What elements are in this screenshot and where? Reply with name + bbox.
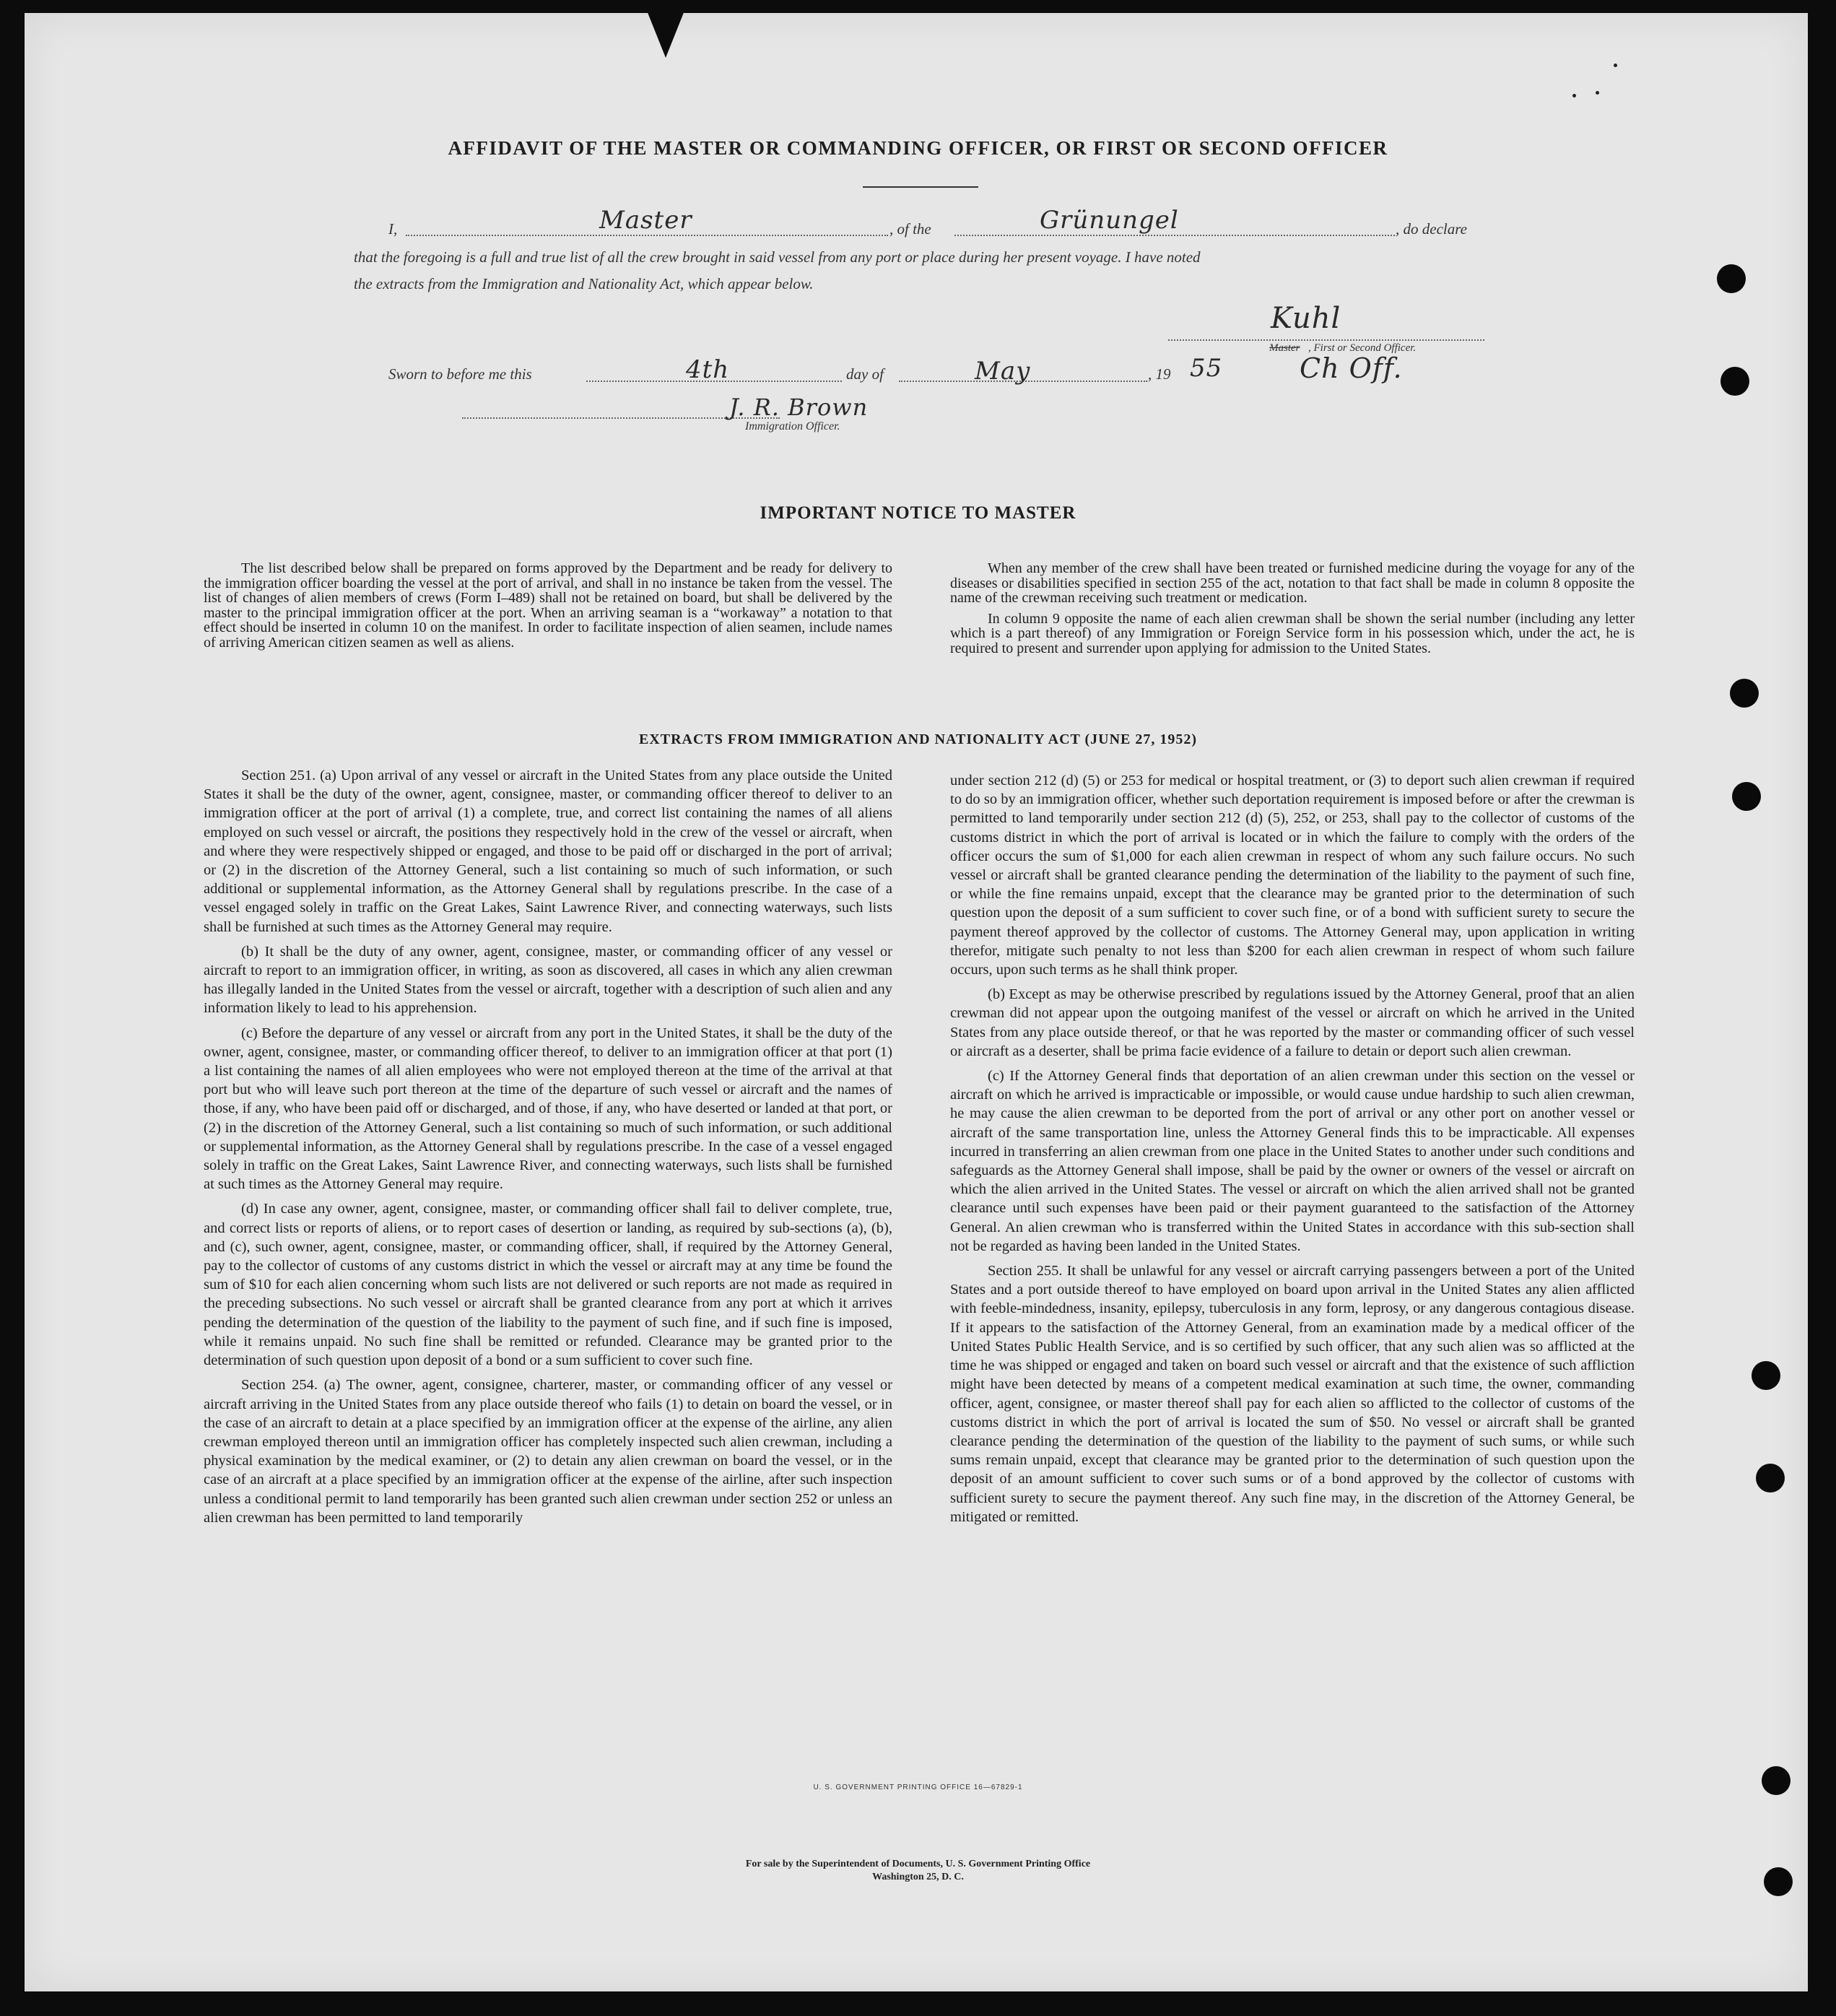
speck (1614, 64, 1617, 67)
printer-mark: U. S. GOVERNMENT PRINTING OFFICE 16—67829-1 (813, 1783, 1023, 1791)
officer-caption-struck: Master (1269, 342, 1300, 354)
punch-hole (1732, 782, 1761, 811)
year-prefix: , 19 (1148, 365, 1171, 383)
name-dotted-line (406, 235, 888, 236)
affidavit-title: AFFIDAVIT OF THE MASTER OR COMMANDING OFFICER, OR FIRST OR SECOND OFFICER (448, 137, 1388, 159)
do-declare-label: , do declare (1396, 220, 1467, 238)
officer-title-handwritten: Ch Off. (1300, 352, 1403, 384)
speck (1596, 91, 1599, 95)
punch-hole (1720, 367, 1749, 396)
vessel-dotted-line (954, 235, 1395, 236)
extract-section-251-a: Section 251. (a) Upon arrival of any vessel or aircraft in the United States from any place outside the United States it shall be the duty of the owner, agent, consignee, master, or commanding officer thereof to deliver to an immigration officer at the port of arrival (1) a complete, true, and correct list containing the names of all aliens employed on such vessel or aircraft, the positions they respectively hold in the crew of the vessel or aircraft, when and where they were respectively shipped or engaged, and those to be paid off or discharged in the port of arrival; or (2) in the discretion of the Attorney General, such a list containing so much of such information, or such additional or supplemental information, as the Attorney General shall by regulations prescribe. In the case of a vessel engaged solely in traffic on the Great Lakes, Saint Lawrence River, and connecting waterways, such lists shall be furnished at such times as the Attorney General may require. (204, 768, 892, 935)
punch-hole (1752, 1361, 1780, 1390)
extract-section-251-b: (b) It shall be the duty of any owner, agent, consignee, master, or commanding officer of any vessel or aircraft to report to an immigration officer, in writing, as soon as discovered, all cases in which any alien crewman has illegally landed in the United States from the vessel or aircraft, together with a description of such alien and any information likely to lead to his apprehension. (204, 943, 892, 1017)
sworn-label: Sworn to before me this (388, 365, 532, 383)
extract-section-254-a-cont: under section 212 (d) (5) or 253 for medical or hospital treatment, or (3) to deport such alien crewman if required to do so by an immigration officer, whether such deportation requirement is imposed before or after the crewman is permitted to land temporarily under section 212 (d) (5), 252, or 253, shall pay to the collector of customs of the customs district in which the port of arrival is located or in which the failure to comply with the orders of the officer occurs the sum of $1,000 for each alien crewman in respect of whom any such failure occurs. No such vessel or aircraft shall be granted clearance pending the determination of the liability to the payment of such fine, or while the fine remains unpaid, except that the clearance may be granted prior to the determination of such question upon the deposit of a sum sufficient to cover such fine, or of a bond with sufficient surety to secure the payment thereof approved by the collector of customs. The Attorney General may, upon application in writing therefor, mitigate such penalty to not less than $200 for each alien crewman in respect of whom such failure occurs, upon such terms as he shall think proper. (950, 773, 1635, 978)
extract-section-254-a: Section 254. (a) The owner, agent, consignee, charterer, master, or commanding officer of any vessel or aircraft arriving in the United States from any place outside thereof who fails (1) to detain on board the vessel, or in the case of an aircraft to detain at a place specified by an immigration officer at the expense of the airline, any alien crewman employed thereon until an immigration officer has completely inspected such alien crewman, including a physical examination by the medical examiner, or (2) to detain any alien crewman on board the vessel, or in the case of an aircraft at a place specified by an immigration officer at the expense of the airline, after such inspection unless a conditional permit to land temporarily has been granted such alien crewman under section 252 or unless an alien crewman has been permitted to land temporarily (204, 1377, 892, 1526)
immigration-officer-signature: J. R. Brown (729, 394, 869, 421)
notice-right-paragraph-1: When any member of the crew shall have been treated or furnished medicine during the voyage for any of the diseases or disabilities specified in section 255 of the act, notation to that fact shall be made in column 8 opposite the name of the crewman receiving such treatment or medication. (950, 560, 1635, 606)
extract-section-251-c: (c) Before the departure of any vessel or aircraft from any port in the United States, it shall be the duty of the owner, agent, consignee, master, or commanding officer thereof, to deliver to an immigration officer at that port (1) a list containing the names of all alien employees who were not employed thereon at the time of the arrival at that port but who will leave such port thereon at the time of the departure of such vessel or aircraft and the names of those, if any, who have been paid off or discharged, and of those, if any, who have deserted or landed at that port, or (2) in the discretion of the Attorney General, such a list containing so much of such information, or such additional or supplemental information, as the Attorney General shall by regulations prescribe. In the case of a vessel engaged solely in traffic on the Great Lakes, Saint Lawrence River, and connecting waterways, such lists shall be furnished at such times as the Attorney General may require. (204, 1025, 892, 1193)
officer-signature-line (1168, 339, 1484, 341)
page-notch (643, 0, 689, 58)
immigration-officer-caption: Immigration Officer. (745, 420, 840, 433)
notice-left-paragraph: The list described below shall be prepared on forms approved by the Department and be ready for delivery to the immigration officer boarding the vessel at the port of arrival, and shall in no instance be taken from the vessel. The list of changes of alien members of crews (Form I–489) shall not be retained on board, but shall be delivered by the master to the principal immigration officer at the port. When an arriving seaman is a “workaway” a notation to that effect should be inserted in column 10 on the manifest. In order to facilitate inspection of alien seamen, include names of arriving American citizen seamen as well as aliens. (204, 560, 892, 651)
vessel-handwritten: Grünungel (1040, 206, 1179, 235)
extracts-right-column (950, 771, 1635, 1532)
punch-hole (1717, 264, 1746, 293)
affidavit-line-2: that the foregoing is a full and true list of all the crew brought in said vessel from any port or place during her present voyage. I have noted (354, 248, 1201, 266)
name-handwritten: Master (599, 206, 692, 235)
punch-hole (1756, 1464, 1785, 1493)
footer-line-1: For sale by the Superintendent of Documents, U. S. Government Printing Office (745, 1859, 1091, 1869)
notice-left-column (204, 561, 892, 656)
day-of-label: day of (846, 365, 884, 383)
i-label: I, (388, 220, 398, 238)
footer-line-2: Washington 25, D. C. (872, 1872, 964, 1882)
footer (0, 1858, 1836, 1884)
speck (1572, 94, 1576, 97)
notice-right-column (950, 561, 1635, 661)
notice-right-paragraph-2: In column 9 opposite the name of each alien crewman shall be shown the serial number (including any letter which is a part thereof) of any Immigration or Foreign Service form in his possession which, under the act, he is required to present and surrender upon applying for admission to the United States. (950, 610, 1635, 656)
affidavit-line-3: the extracts from the Immigration and Nationality Act, which appear below. (354, 275, 814, 292)
officer-signature: Kuhl (1271, 302, 1341, 335)
sworn-day-handwritten: 4th (686, 355, 730, 384)
year-handwritten: 55 (1190, 354, 1223, 383)
notice-title: IMPORTANT NOTICE TO MASTER (760, 503, 1076, 523)
extract-section-255: Section 255. It shall be unlawful for any vessel or aircraft carrying passengers between a port of the United States and a port outside thereof to have employed on board upon arrival in the United States any alien afflicted with feeble-mindedness, insanity, epilepsy, tuberculosis in any form, leprosy, or any dangerous contagious disease. If it appears to the satisfaction of the Attorney General, from an examination made by a medical officer of the United States Public Health Service, and is so certified by such officer, that any such alien was so afflicted at the time he was shipped or engaged and taken on board such vessel or aircraft and that the existence of such affliction might have been detected by means of a competent medical examination at such time, the owner, commanding officer, agent, consignee, or master thereof shall pay for each alien so afflicted to the collector of customs of the customs district in which the port of arrival is located the sum of $50. No vessel or aircraft shall be granted clearance pending the determination of the question of the liability to the payment of such sums, or while such sums remain unpaid, except that clearance may be granted prior to the determination of such question upon the deposit of an amount sufficient to cover such sums or of a bond approved by the collector of customs with sufficient surety to secure the payment thereof. Any such fine may, in the discretion of the Attorney General, be mitigated or remitted. (950, 1263, 1635, 1525)
extract-section-254-b: (b) Except as may be otherwise prescribed by regulations issued by the Attorney General, proof that an alien crewman did not appear upon the outgoing manifest of the vessel or aircraft on which he arrived in the United States from any place outside thereof, or that he was reported by the master or commanding officer of such vessel or aircraft as a deserter, shall be prima facie evidence of a failure to detain or deport such alien crewman. (950, 986, 1635, 1059)
of-the-label: , of the (889, 220, 931, 238)
extracts-left-column (204, 766, 892, 1533)
extracts-title: EXTRACTS FROM IMMIGRATION AND NATIONALITY ACT (JUNE 27, 1952) (638, 731, 1198, 747)
sworn-month-handwritten: May (975, 357, 1031, 386)
punch-hole (1730, 679, 1759, 708)
officer-caption: , First or Second Officer. (1308, 342, 1417, 354)
extract-section-251-d: (d) In case any owner, agent, consignee, master, or commanding officer shall fail to deliver complete, true, and correct lists or reports of aliens, or to report cases of desertion or landing, as required by sub-sections (a), (b), and (c), such owner, agent, consignee, master, or commanding officer, shall, if required by the Attorney General, pay to the collector of customs of any customs district in which the vessel or aircraft may at any time be found the sum of $10 for each alien concerning whom such lists are not delivered or such reports are not made as required in the preceding subsections. No such vessel or aircraft shall be granted clearance from any port at which it arrives pending the determination of the question of the liability to the payment of such fine, and if such fine is imposed, while it remains unpaid. No such fine shall be remitted or refunded. Clearance may be granted prior to the determination of such question upon deposit of a bond or a sum sufficient to cover such fine. (204, 1201, 892, 1369)
extract-section-254-c: (c) If the Attorney General finds that deportation of an alien crewman under this section on the vessel or aircraft on which he arrived is impracticable or impossible, or would cause undue hardship to such alien crewman, he may cause the alien crewman to be deported from the port of arrival or any other port on another vessel or aircraft of the same transportation line, unless the Attorney General finds this to be impracticable. All expenses incurred in transferring an alien crewman from one place in the United States to another under such conditions and safeguards as the Attorney General shall impose, shall be paid by the owner or owners of the vessel or aircraft on which the alien arrived in the United States. The vessel or aircraft on which the alien arrived shall not be granted clearance until such expenses have been paid or their payment guaranteed to the satisfaction of the Attorney General. An alien crewman who is transferred within the United States in accordance with this sub-section shall not be regarded as having been landed in the United States. (950, 1068, 1635, 1254)
title-rule (863, 186, 978, 188)
